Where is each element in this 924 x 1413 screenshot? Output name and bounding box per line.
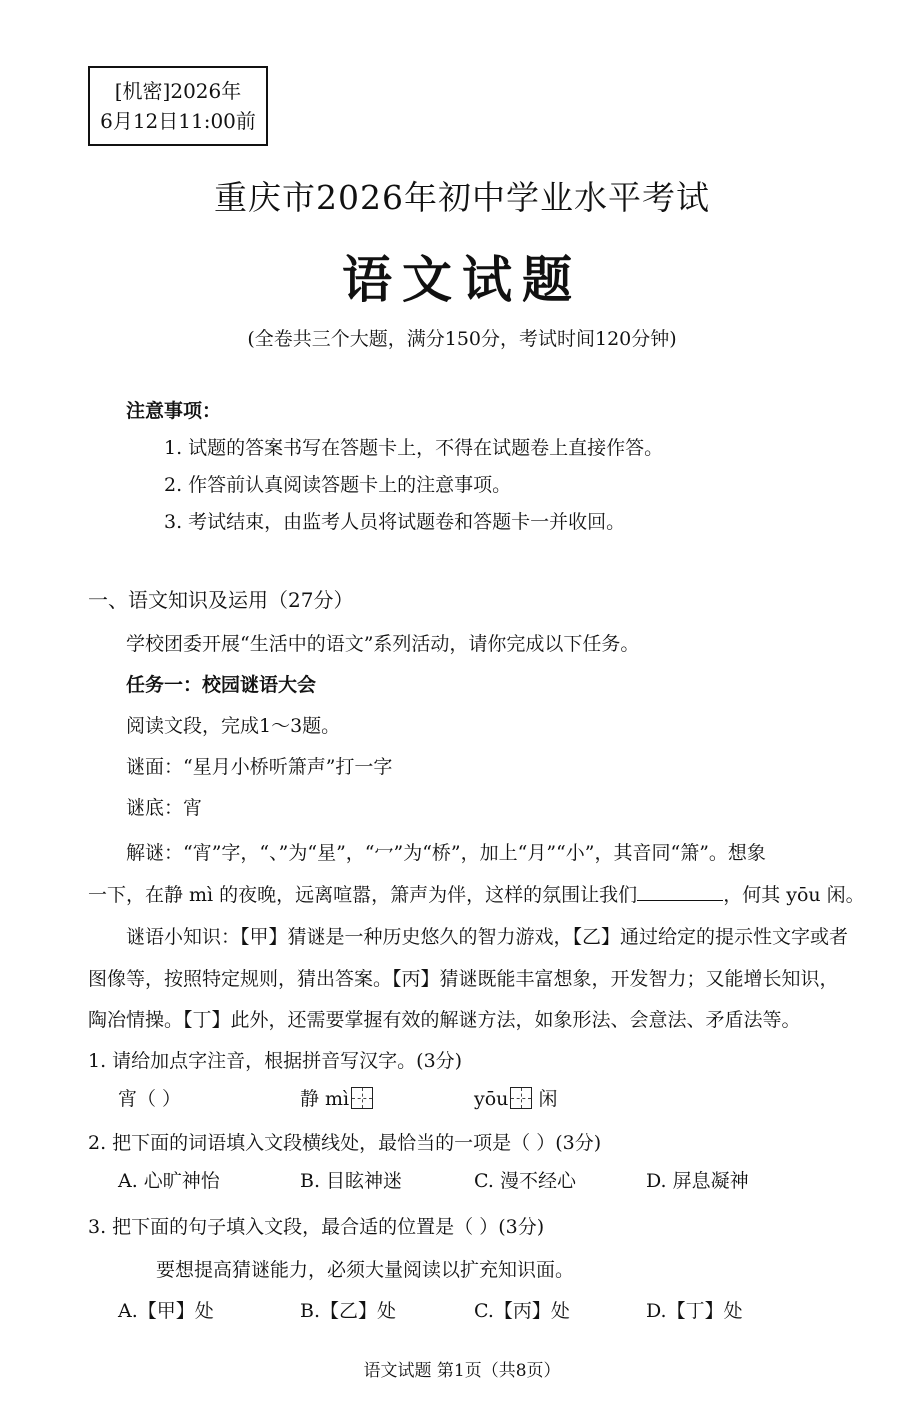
fill-blank (637, 882, 723, 901)
q1-item-b (300, 1084, 373, 1111)
section1-heading: 一、语文知识及运用（27分） (88, 588, 354, 612)
q2-option-b: B. 目眩神迷 (300, 1170, 403, 1192)
note-item-1: 1. 试题的答案书写在答题卡上，不得在试题卷上直接作答。 (164, 437, 664, 459)
q1-item-c-tail: 闲 (538, 1088, 558, 1110)
knowledge-line-1: 谜语小知识：【甲】猜谜是一种历史悠久的智力游戏，【乙】通过给定的提示性文字或者 (126, 926, 849, 948)
q1-item-c (474, 1084, 557, 1111)
tianzi-grid-box (510, 1087, 532, 1109)
q2-option-d: D. 屏息凝神 (646, 1170, 749, 1192)
note-item-3: 3. 考试结束，由监考人员将试题卷和答题卡一并收回。 (164, 511, 626, 533)
explain-line-2 (88, 880, 865, 907)
exam-title: 重庆市2026年初中学业水平考试 (214, 178, 710, 217)
knowledge-line-3: 陶冶情操。【丁】此外，还需要掌握有效的解谜方法，如象形法、会意法、矛盾法等。 (88, 1009, 801, 1031)
explain-line-2-text: 一下，在静 mì 的夜晚，远离喧嚣，箫声为伴，这样的氛围让我们 (88, 884, 638, 906)
subject-title: 语文试题 (342, 250, 582, 309)
q3-option-a: A.【甲】处 (118, 1300, 214, 1322)
riddle-face: 谜面：“星月小桥听箫声”打一字 (126, 756, 393, 778)
knowledge-line-2: 图像等，按照特定规则，猜出答案。【丙】猜谜既能丰富想象，开发智力；又能增长知识， (88, 968, 839, 990)
page-footer: 语文试题 第1页（共8页） (363, 1361, 561, 1381)
confidential-box (88, 66, 268, 146)
q3-stem: 3. 把下面的句子填入文段，最合适的位置是（ ）(3分) (88, 1216, 545, 1238)
riddle-answer: 谜底：宵 (126, 797, 203, 819)
tianzi-grid-box (351, 1087, 373, 1109)
section1-intro: 学校团委开展“生活中的语文”系列活动，请你完成以下任务。 (126, 633, 640, 655)
note-item-2: 2. 作答前认真阅读答题卡上的注意事项。 (164, 474, 512, 496)
q3-option-c: C.【丙】处 (474, 1300, 570, 1322)
explain-line-1: 解谜：“宵”字，“、”为“星”，“冖”为“桥”，加上“月”“小”，其音同“箫”。想象 (126, 842, 766, 864)
exam-subtitle: (全卷共三个大题，满分150分，考试时间120分钟) (247, 328, 677, 350)
q3-sentence: 要想提高猜谜能力，必须大量阅读以扩充知识面。 (156, 1259, 575, 1281)
explain-line-2-tail: ，何其 yōu 闲。 (723, 884, 865, 906)
q2-option-a: A. 心旷神怡 (118, 1170, 220, 1192)
q2-stem: 2. 把下面的词语填入文段横线处，最恰当的一项是（ ）(3分) (88, 1132, 602, 1154)
q1-item-a: 宵（ ） (118, 1088, 182, 1110)
q1-stem: 1. 请给加点字注音，根据拼音写汉字。(3分) (88, 1050, 463, 1072)
q2-option-c: C. 漫不经心 (474, 1170, 576, 1192)
confidential-line1: [机密]2026年 (114, 79, 242, 103)
q3-option-b: B.【乙】处 (300, 1300, 397, 1322)
notes-heading: 注意事项： (126, 400, 222, 422)
reading-instruction: 阅读文段，完成1～3题。 (126, 715, 341, 737)
q1-item-b-pinyin: 静 mì (300, 1088, 350, 1110)
q1-item-c-pinyin: yōu (474, 1088, 509, 1110)
task1-heading: 任务一：校园谜语大会 (126, 674, 317, 696)
q3-option-d: D.【丁】处 (646, 1300, 743, 1322)
confidential-line2: 6月12日11:00前 (100, 109, 256, 133)
